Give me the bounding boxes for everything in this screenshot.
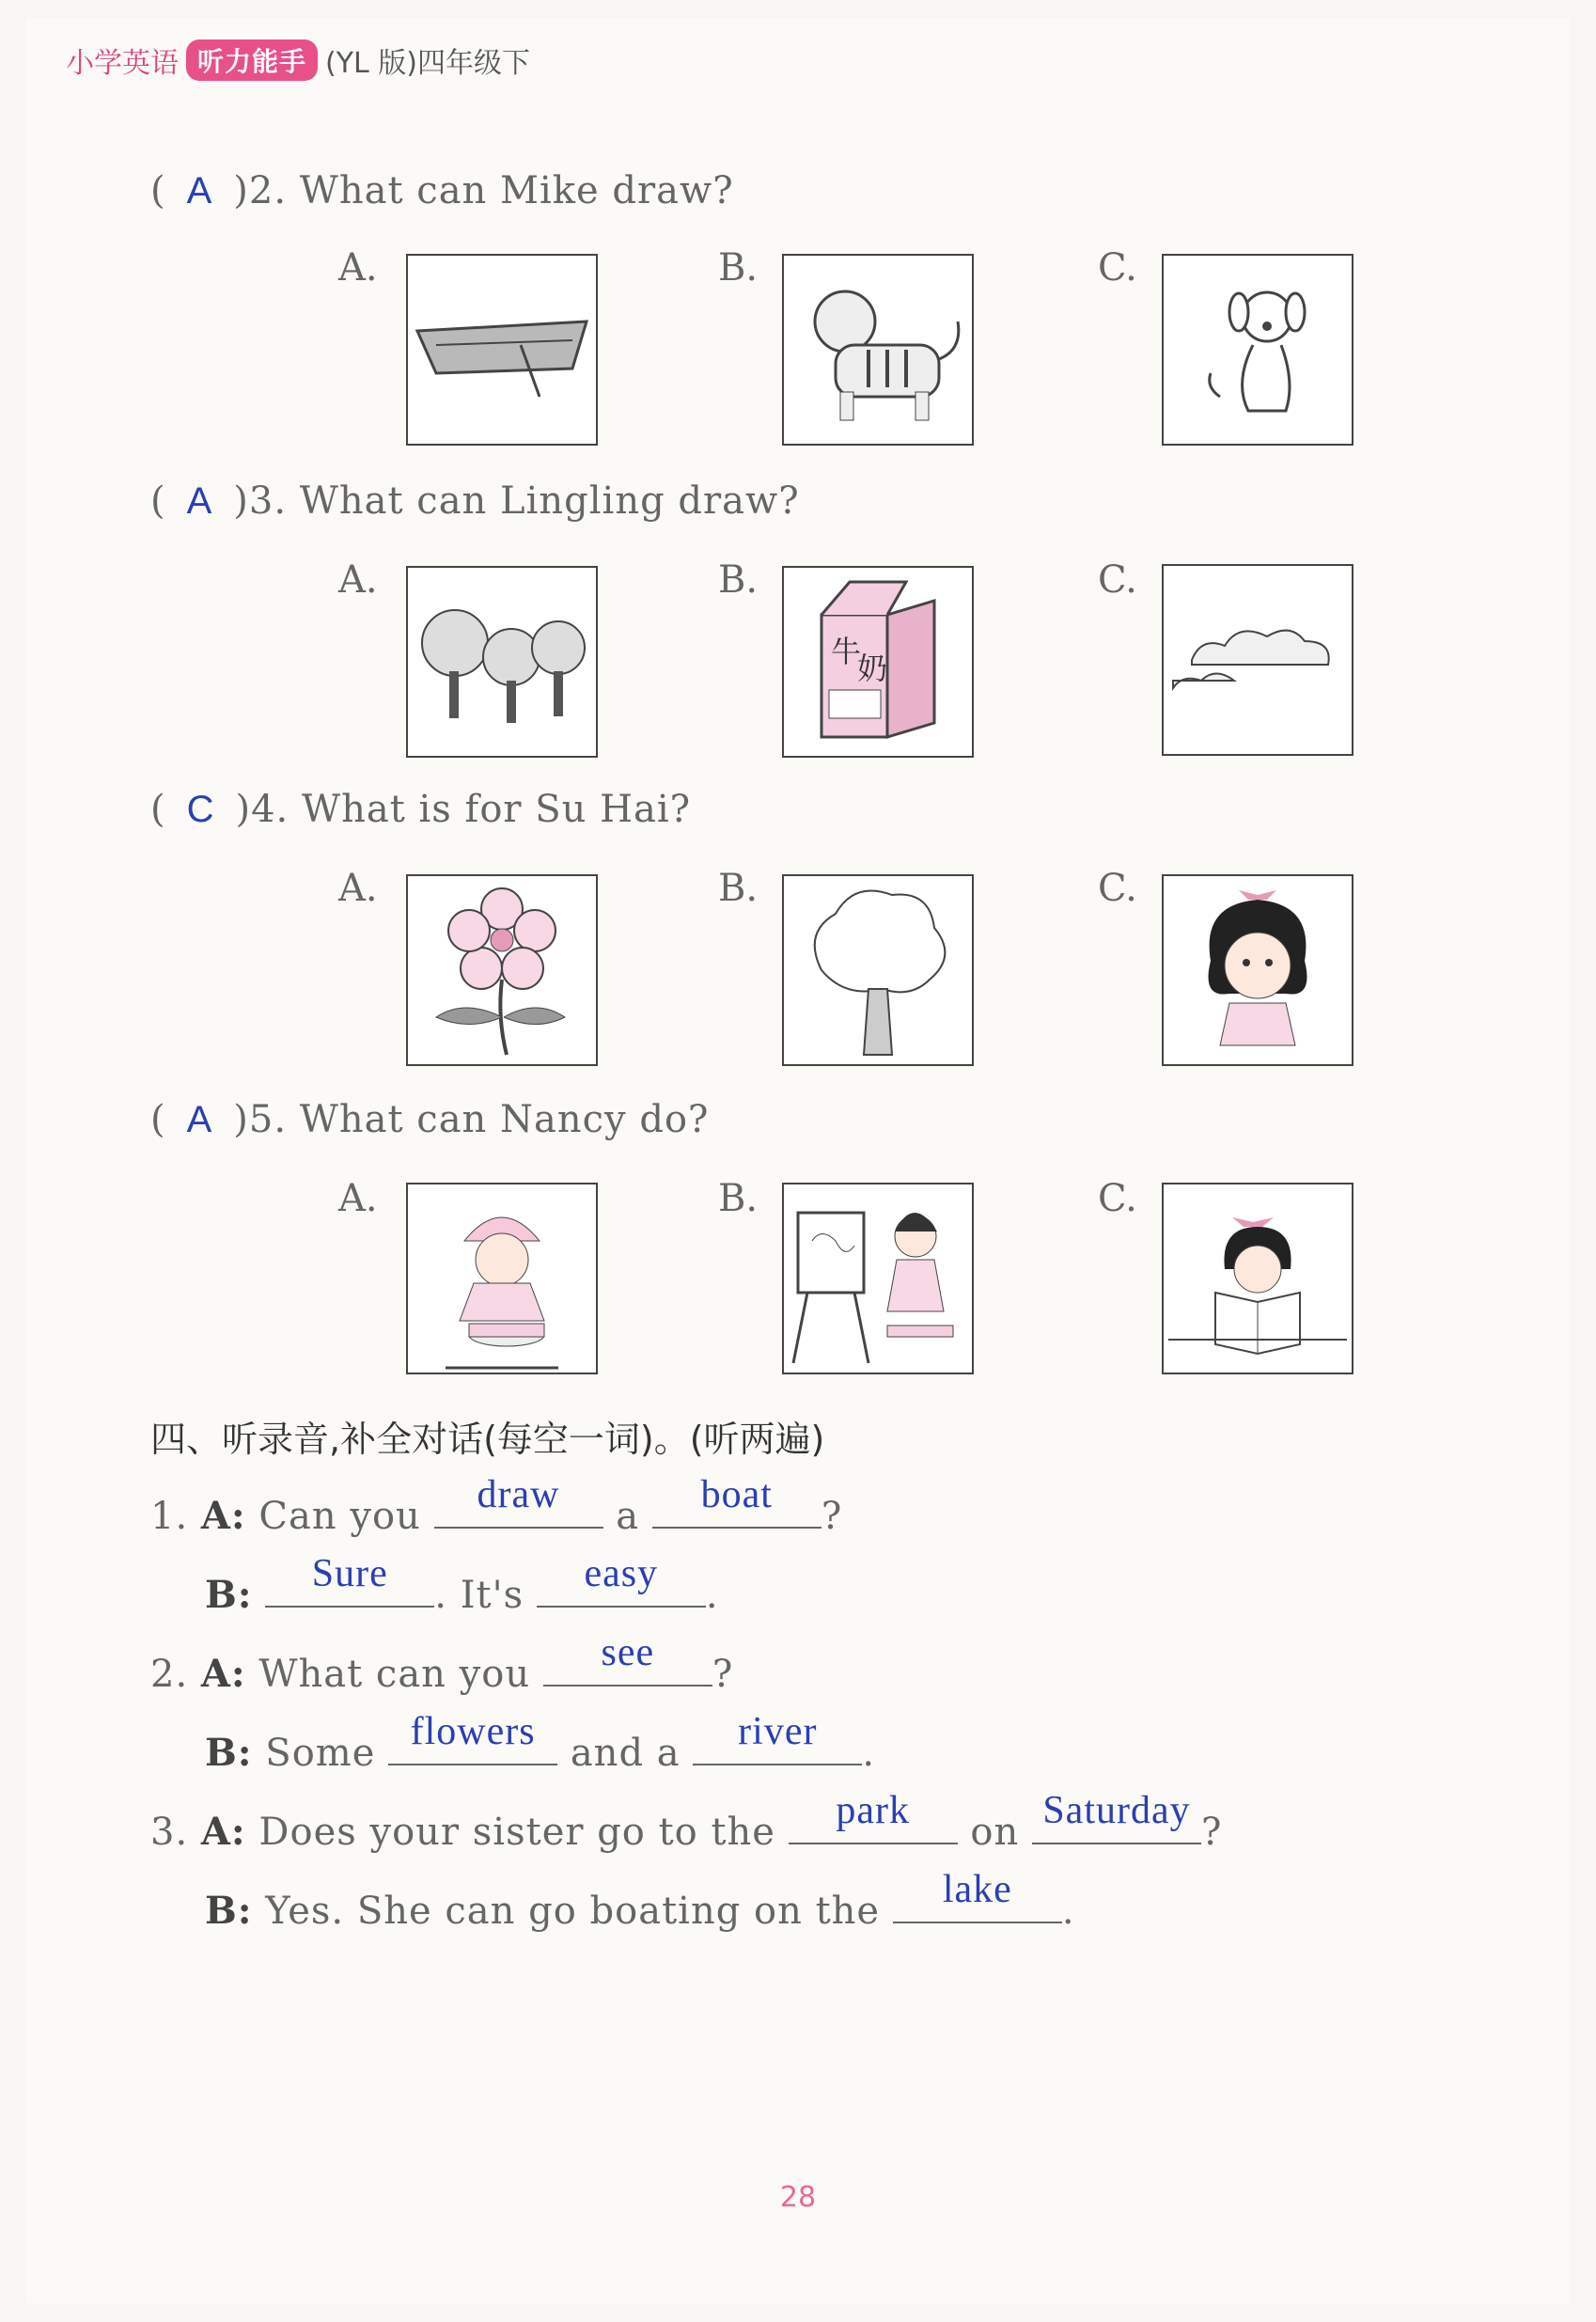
- answer-blank: park: [789, 1801, 958, 1844]
- speaker-b: B:: [205, 1889, 253, 1933]
- speaker-a: A:: [200, 1494, 246, 1538]
- option-label: B.: [718, 1177, 759, 1220]
- speaker-a: A:: [200, 1652, 246, 1696]
- answer-blank: see: [543, 1643, 712, 1687]
- answer-5: A: [186, 1099, 213, 1140]
- answer-blank: boat: [652, 1485, 821, 1529]
- dialogue-2b: B: Some flowers and a river .: [205, 1710, 876, 1775]
- dialogue-3b: B: Yes. She can go boating on the lake .: [205, 1868, 1075, 1933]
- page-header: [66, 39, 530, 81]
- option-label: C.: [1098, 558, 1137, 602]
- answer-3: A: [186, 480, 213, 522]
- answer-blank: river: [693, 1722, 862, 1765]
- tree-icon: [782, 874, 974, 1066]
- option-label: A.: [338, 867, 378, 910]
- option-label: B.: [718, 246, 759, 290]
- question-3: ( A )3. What can Lingling draw?: [150, 479, 800, 523]
- clouds-icon: [1162, 564, 1353, 756]
- answer-blank: draw: [434, 1485, 603, 1529]
- question-5-text: What can Nancy do?: [299, 1098, 710, 1141]
- option-label: A.: [338, 1177, 378, 1220]
- header-brand: 听力能手: [186, 39, 318, 81]
- speaker-a: A:: [200, 1810, 246, 1854]
- answer-blank: Sure: [265, 1564, 434, 1608]
- answer-blank: Saturday: [1032, 1801, 1201, 1844]
- option-label: C.: [1098, 1177, 1137, 1220]
- question-2-text: What can Mike draw?: [299, 169, 734, 212]
- question-3-text: What can Lingling draw?: [299, 479, 800, 523]
- dialogue-3a: 3. A: Does your sister go to the park on Saturday ?: [150, 1789, 1223, 1854]
- answer-blank: easy: [537, 1564, 706, 1608]
- question-4: ( C )4. What is for Su Hai?: [150, 788, 692, 831]
- option-label: A.: [338, 246, 378, 290]
- answer-4: C: [186, 789, 215, 830]
- answer-2: A: [186, 170, 213, 212]
- speaker-b: B:: [205, 1731, 253, 1775]
- page-number: 28: [779, 2181, 817, 2214]
- girl-icon: [1162, 874, 1353, 1066]
- answer-blank: flowers: [388, 1722, 557, 1765]
- milk-label-1: 牛: [831, 634, 862, 669]
- boat-icon: [406, 254, 598, 446]
- dialogue-1b: B: Sure . It's easy .: [205, 1552, 719, 1617]
- option-label: C.: [1098, 246, 1137, 290]
- speaker-b: B:: [205, 1573, 253, 1617]
- flower-icon: [406, 874, 598, 1066]
- girl-making-cake-icon: [406, 1183, 598, 1374]
- tiger-icon: [782, 254, 974, 446]
- girl-painting-icon: [782, 1183, 974, 1374]
- dog-icon: [1162, 254, 1353, 446]
- question-4-text: What is for Su Hai?: [302, 788, 692, 831]
- option-label: B.: [718, 867, 759, 910]
- option-label: C.: [1098, 867, 1137, 910]
- milk-carton-icon: [782, 566, 974, 758]
- milk-label-2: 奶: [857, 651, 888, 686]
- girl-reading-icon: [1162, 1183, 1353, 1374]
- dialogue-1a: 1. A: Can you draw a boat ?: [150, 1473, 843, 1538]
- trees-icon: [406, 566, 598, 758]
- option-label: B.: [718, 558, 759, 602]
- answer-blank: lake: [893, 1880, 1062, 1923]
- header-suffix: (YL 版)四年级下: [325, 47, 530, 80]
- section-4-title: 四、听录音,补全对话(每空一词)。(听两遍): [150, 1419, 825, 1460]
- question-2: ( A )2. What can Mike draw?: [150, 169, 734, 212]
- header-prefix: 小学英语: [66, 47, 179, 80]
- dialogue-2a: 2. A: What can you see ?: [150, 1631, 734, 1696]
- question-5: ( A )5. What can Nancy do?: [150, 1098, 710, 1141]
- option-label: A.: [338, 558, 378, 602]
